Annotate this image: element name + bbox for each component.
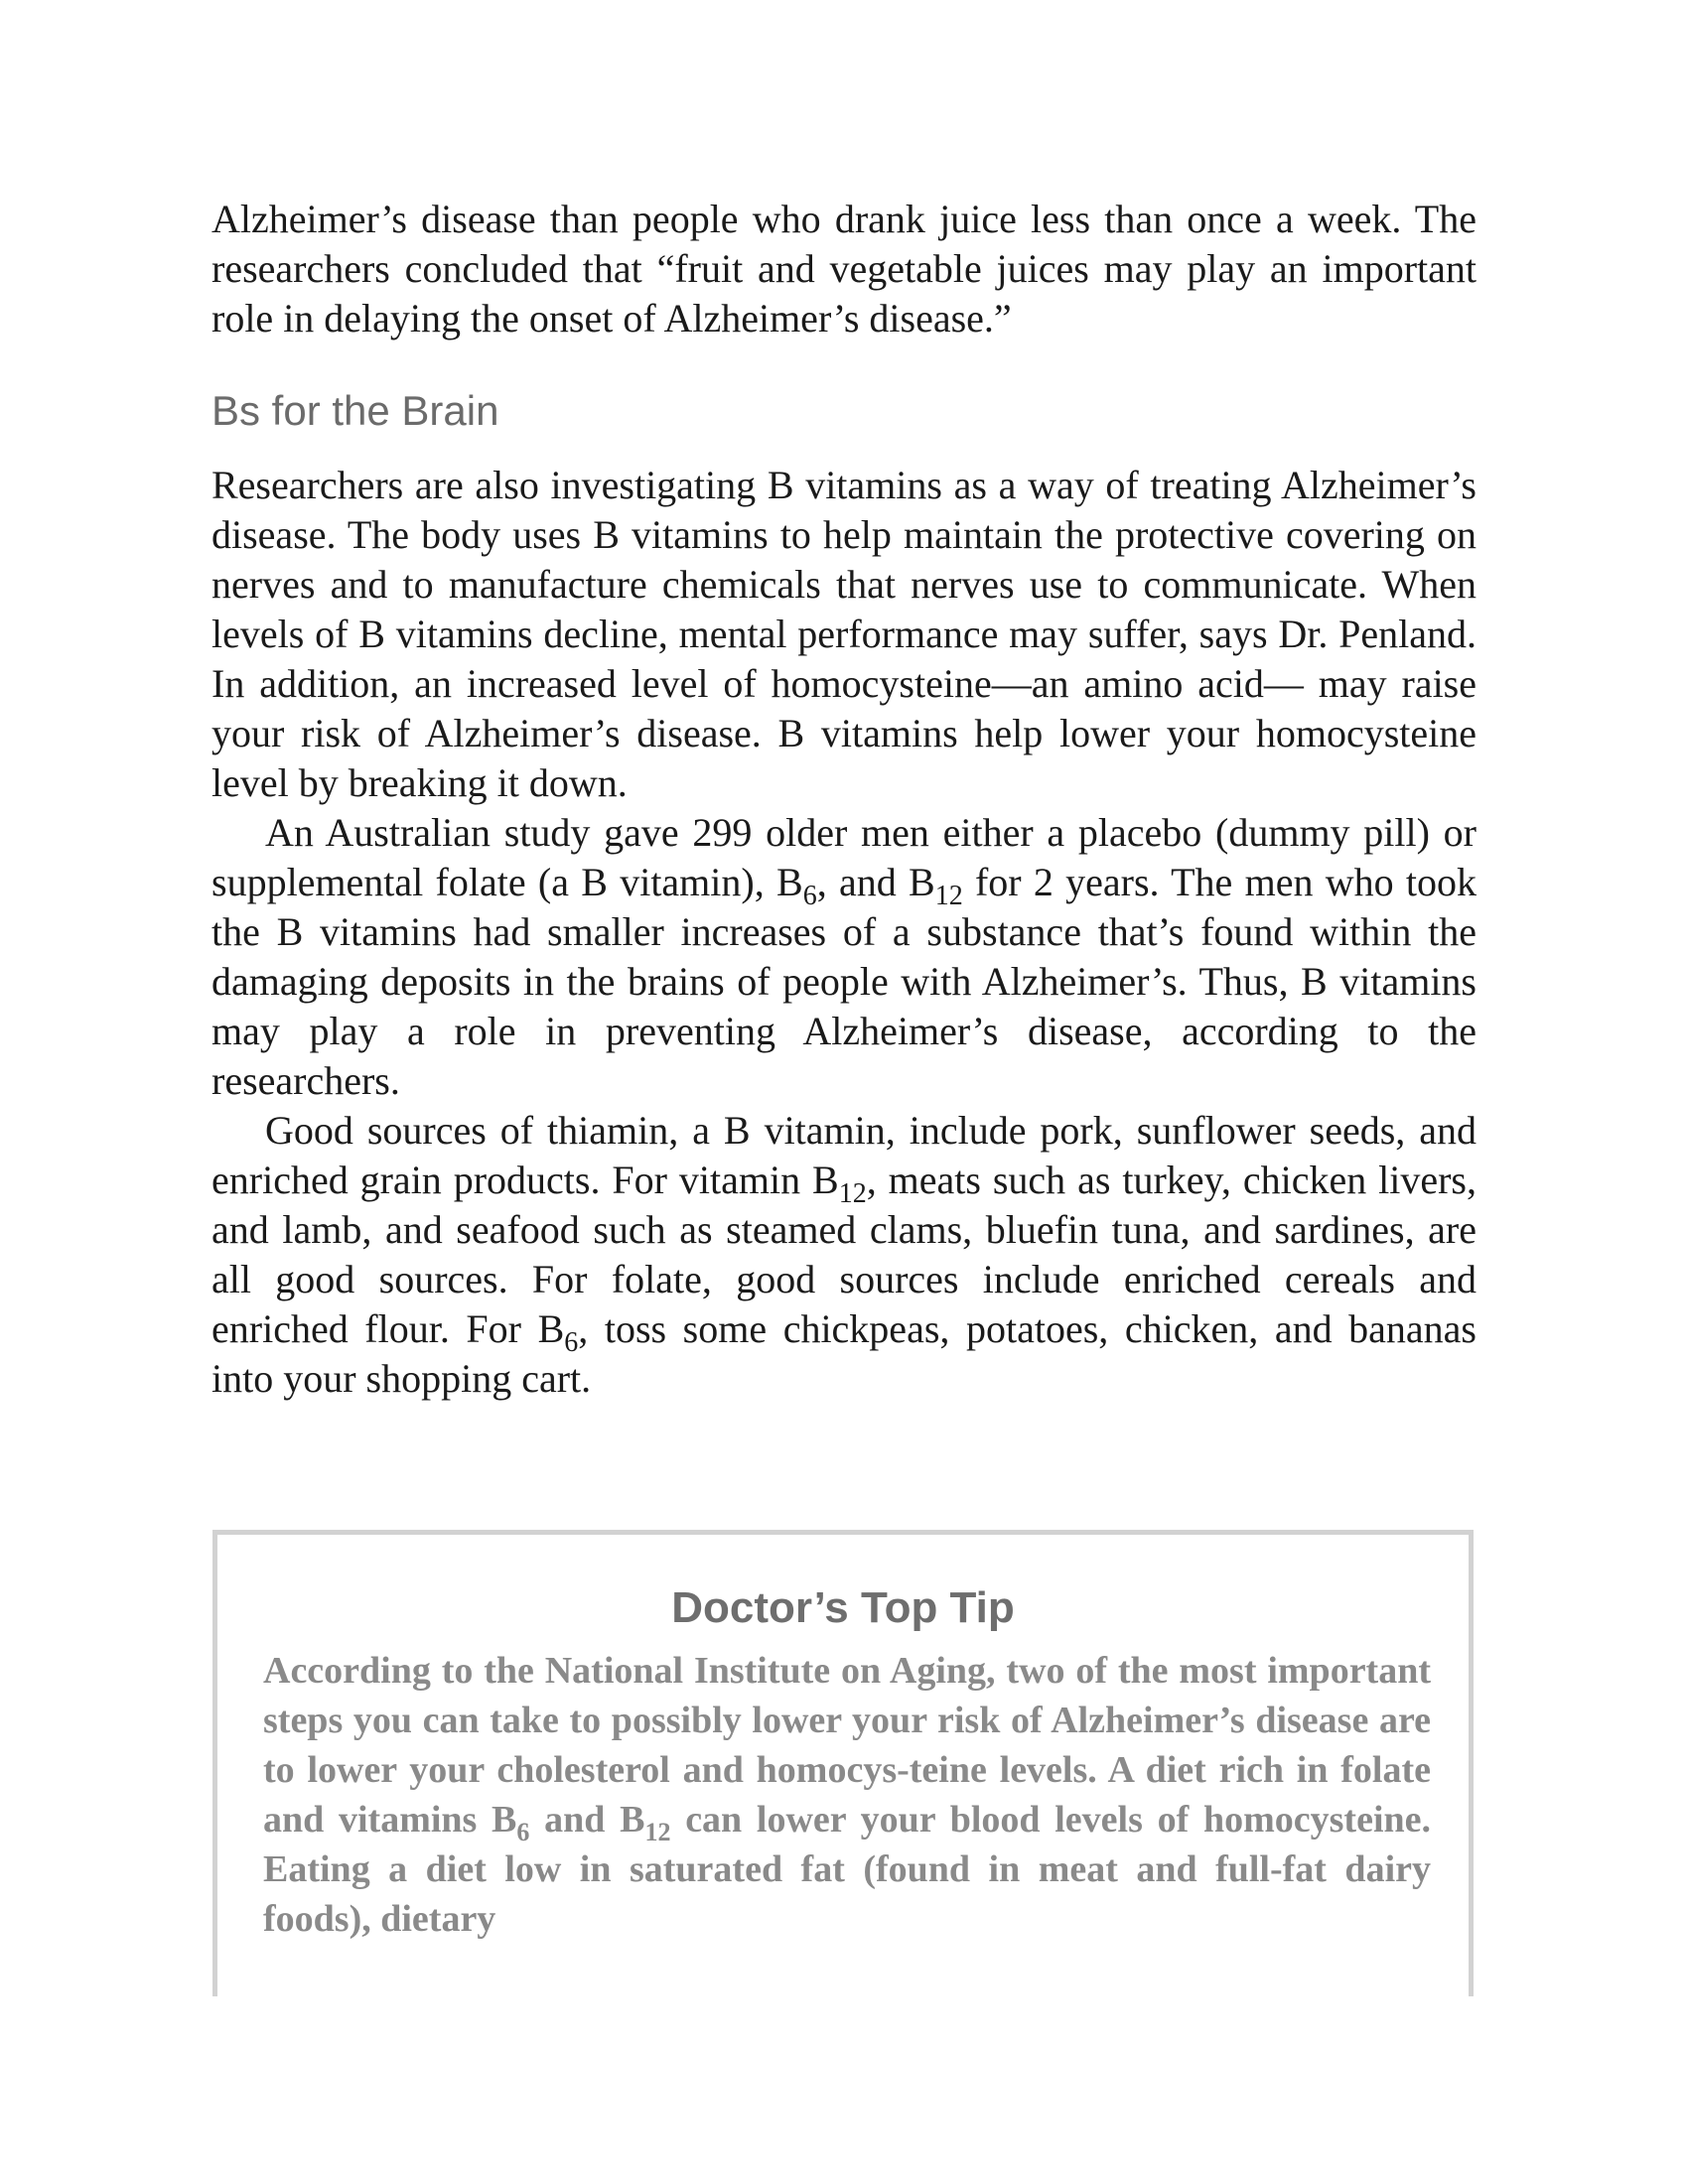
section-heading: Bs for the Brain xyxy=(211,387,499,434)
intro-paragraph: Alzheimer’s disease than people who drank juice less than once a week. The researchers concluded that “fruit and vegetable juices may play an important role in delaying the onset of Alzheimer’s disease.” xyxy=(211,197,1477,341)
tip-body xyxy=(263,1646,1431,1944)
paragraph-b-vitamins: Researchers are also investigating B vitamins as a way of treating Alzheimer’s disease. The body uses B vitamins to help maintain the protective covering on nerves and to manufacture chemicals that nerves use to communicate. When levels of B vitamins decline, mental performance may suffer, says Dr. Penland. In addition, an increased level of homocysteine—an amino acid— may raise your risk of Alzheimer’s disease. B vitamins help lower your homocysteine level by breaking it down. xyxy=(211,463,1477,805)
paragraph-text: for 2 years. The men who took the B vitamins had smaller increases of a substance that’s found within the damaging deposits in the brains of people with Alzheimer’s. Thus, B vitamins may play a role in preventing Alzheimer’s disease, according to the researchers. xyxy=(211,860,1477,1103)
paragraph-good-sources xyxy=(211,1106,1477,1404)
subscript: 12 xyxy=(934,881,963,911)
doctors-tip-box xyxy=(212,1530,1474,1996)
paragraph-text: An Australian study gave 299 older men either a placebo (dummy pill) or supplemental folate (a B vitamin), B xyxy=(211,810,1477,904)
paragraph-text: Good sources of thiamin, a B vitamin, include pork, sunflower seeds, and enriched grain products. For vitamin B xyxy=(211,1108,1477,1202)
subscript: 6 xyxy=(564,1327,579,1358)
paragraph-text: , meats such as turkey, chicken livers, and lamb, and seafood such as steamed clams, bluefin tuna, and sardines, are all good sources. For folate, good sources include enriched cereals and enriched flour. For B xyxy=(211,1158,1477,1351)
subscript: 6 xyxy=(802,881,817,911)
page-content xyxy=(211,195,1477,1404)
paragraph-australian-study xyxy=(211,808,1477,1106)
subscript: 12 xyxy=(644,1818,671,1846)
subscript: 12 xyxy=(838,1178,867,1209)
tip-text: can lower your blood levels of homocysteine. Eating a diet low in saturated fat (found in meat and full-fat dairy foods), dietary xyxy=(263,1799,1431,1940)
paragraph-text: , and B xyxy=(816,860,935,904)
tip-text: According to the National Institute on Aging, two of the most important steps you can take to possibly lower your risk of Alzheimer’s disease are to lower your cholesterol and homocys-teine levels. A diet rich in folate and vitamins B xyxy=(263,1650,1431,1841)
tip-title: Doctor’s Top Tip xyxy=(671,1583,1015,1632)
subscript: 6 xyxy=(516,1818,530,1846)
paragraph-text: , toss some chickpeas, potatoes, chicken, and bananas into your shopping cart. xyxy=(211,1306,1477,1401)
tip-text: and B xyxy=(529,1799,645,1841)
